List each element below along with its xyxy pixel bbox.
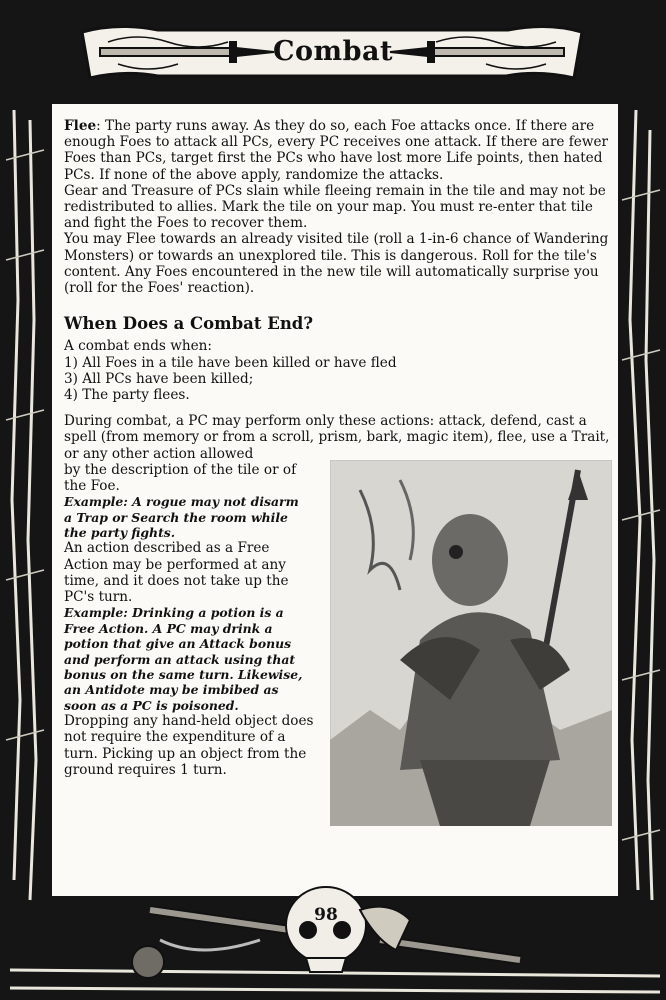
mace-icon — [132, 910, 290, 978]
list-item: 3) All PCs have been killed; — [64, 370, 254, 387]
free-action-paragraph: An action described as a Free Action may be performed at any time, and it does not take up the PC's turn. — [64, 540, 289, 606]
example-potion: Example: Drinking a potion is a Free Action. A PC may drink a potion that give an Attack bonus and perform an attack using that bonus on the same turn. Likewise, an Antidote may be imbibed as soon as a PC is poisoned. — [64, 605, 303, 713]
undead-warrior-illustration — [330, 460, 612, 826]
actions-paragraph-cont: by the description of the tile or of the Foe. — [64, 461, 297, 495]
page-number: 98 — [314, 905, 338, 925]
axe-icon — [360, 907, 520, 960]
flee-gear-paragraph: Gear and Treasure of PCs slain while fleeing remain in the tile and may not be redistributed to allies. Mark the tile on your map. You must re-enter that tile and fight the Foes to recover them. — [64, 182, 606, 232]
list-item: 4) The party flees. — [64, 387, 190, 404]
flee-direction-paragraph: You may Flee towards an already visited tile (roll a 1-in-6 chance of Wandering Monsters) or towards an unexplored tile. This is dangerous. Roll for the tile's content. Any Foes encountered in the new tile will automatically surprise you (roll for the Foes' reaction). — [64, 231, 609, 297]
footer-ornament — [0, 880, 666, 1000]
page-title: Combat — [273, 36, 393, 67]
combat-end-intro: A combat ends when: — [64, 338, 212, 355]
drop-object-paragraph: Dropping any hand-held object does not require the expenditure of a turn. Picking up an object from the ground requires 1 turn. — [64, 713, 314, 778]
flee-paragraph: Flee: The party runs away. As they do so, each Foe attacks once. If there are enough Foes to attack all PCs, every PC receives one attack. If there are fewer Foes than PCs, target first the PCs who have lost more Life points, then hated PCs. If none of the above apply, randomize the attacks. — [64, 118, 609, 183]
list-item: 1) All Foes in a tile have been killed or have fled — [64, 354, 397, 371]
flee-term: Flee — [64, 118, 97, 134]
example-rogue: Example: A rogue may not disarm a Trap or Search the room while the party fights. — [64, 494, 299, 541]
section-heading: When Does a Combat End? — [64, 314, 314, 334]
skull-icon — [286, 887, 366, 972]
actions-paragraph: During combat, a PC may perform only these actions: attack, defend, cast a spell (from memory or from a scroll, prism, bark, magic item), flee, use a Trait, or any other action allowed — [64, 413, 610, 462]
